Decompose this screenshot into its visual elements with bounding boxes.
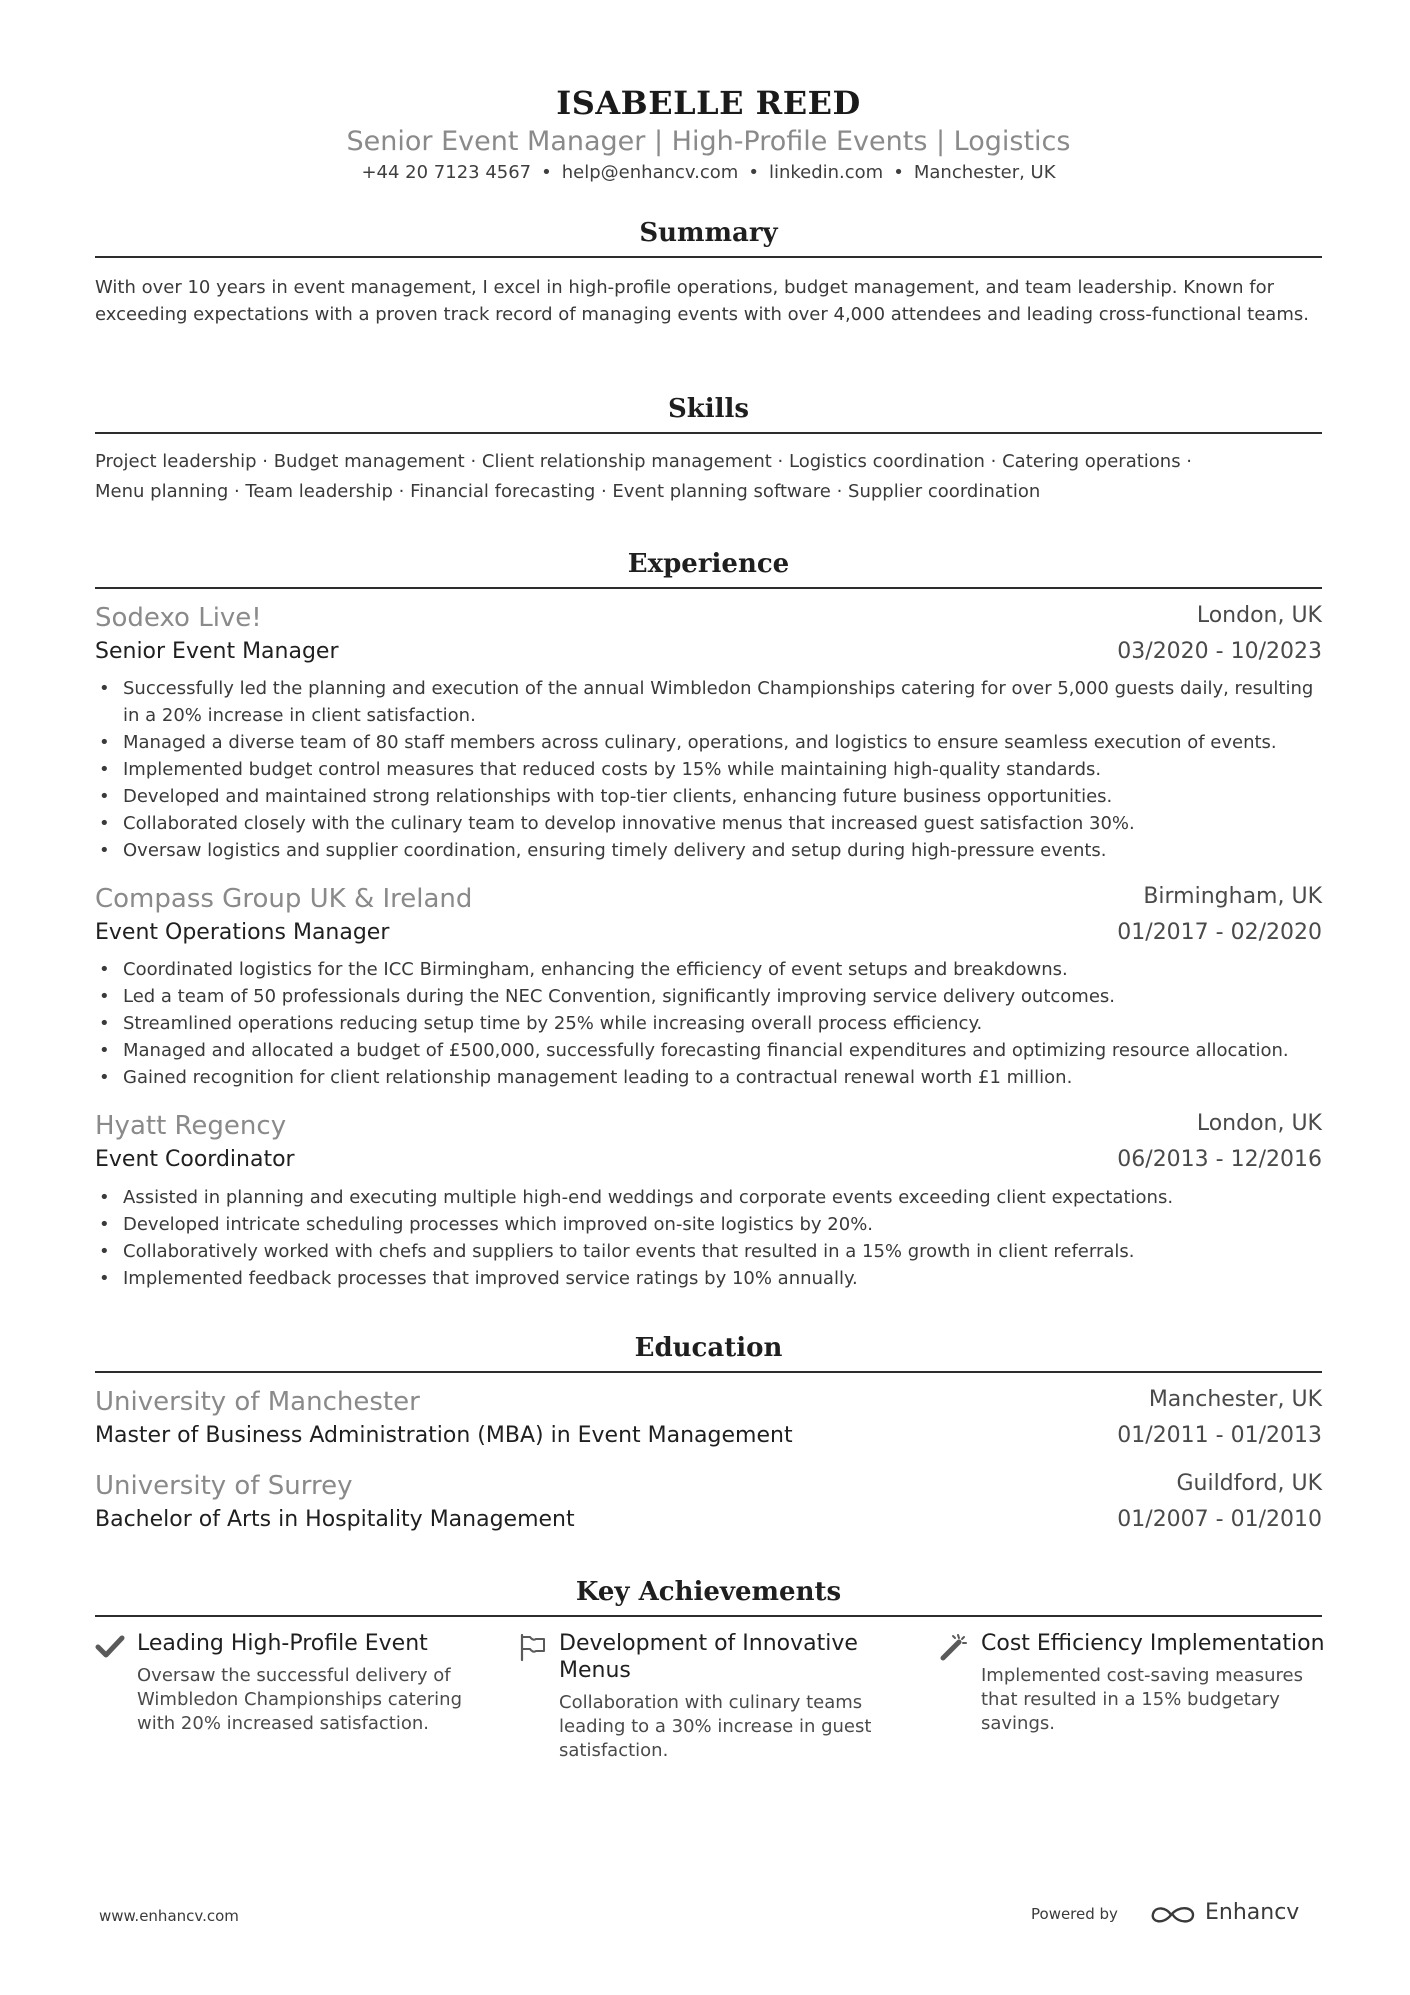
list-item: • Developed intricate scheduling processes which improved on-site logistics by 20%. (95, 1211, 1322, 1238)
section-divider (95, 432, 1322, 434)
job-dates: 06/2013 - 12/2016 (1117, 1147, 1322, 1172)
section-title-education: Education (634, 1333, 783, 1363)
list-item: • Successfully led the planning and execution of the annual Wimbledon Championships catering for over 5,000 guests daily, resulting in a 20% increase in client satisfaction. (95, 675, 1322, 729)
job-company: Compass Group UK & Ireland (95, 884, 473, 914)
list-item: • Gained recognition for client relationship management leading to a contractual renewal worth £1 million. (95, 1064, 1322, 1091)
education-location: Guildford, UK (1176, 1471, 1322, 1496)
contact-phone: +44 20 7123 4567 (361, 162, 532, 183)
section-divider (95, 1371, 1322, 1373)
section-title-experience: Experience (627, 549, 790, 579)
section-divider (95, 256, 1322, 258)
list-item: • Managed a diverse team of 80 staff members across culinary, operations, and logistics to ensure seamless execution of events. (95, 729, 1322, 756)
education-degree: Bachelor of Arts in Hospitality Management (95, 1507, 575, 1532)
job-dates: 01/2017 - 02/2020 (1117, 920, 1322, 945)
skills-line-2: Menu planning · Team leadership · Financial forecasting · Event planning software · Supplier coordination (95, 481, 1041, 502)
footer-website-link[interactable]: www.enhancv.com (99, 1907, 239, 1925)
job-role: Senior Event Manager (95, 639, 339, 664)
contact-email[interactable]: help@enhancv.com (561, 162, 739, 183)
achievement-title: Cost Efficiency Implementation (981, 1631, 1325, 1656)
job-bullets (95, 1184, 1322, 1292)
list-item: • Led a team of 50 professionals during the NEC Convention, significantly improving service delivery outcomes. (95, 983, 1322, 1010)
job-role: Event Coordinator (95, 1147, 295, 1172)
job-bullets (95, 675, 1322, 864)
contact-separator: • (893, 162, 904, 183)
contact-separator: • (748, 162, 759, 183)
section-title-achievements: Key Achievements (575, 1577, 842, 1607)
magic-wand-icon (939, 1632, 969, 1662)
job-location: London, UK (1196, 1111, 1322, 1136)
achievement-description: Implemented cost-saving measures that resulted in a 15% budgetary savings. (981, 1665, 1303, 1734)
contact-linkedin[interactable]: linkedin.com (768, 162, 884, 183)
job-company: Hyatt Regency (95, 1111, 287, 1141)
job-role: Event Operations Manager (95, 920, 390, 945)
list-item: • Collaborated closely with the culinary team to develop innovative menus that increased guest satisfaction 30%. (95, 810, 1322, 837)
candidate-name: ISABELLE REED (556, 84, 861, 122)
achievement-description: Oversaw the successful delivery of Wimbledon Championships catering with 20% increased satisfaction. (137, 1665, 463, 1734)
job-company: Sodexo Live! (95, 603, 262, 633)
job-location: Birmingham, UK (1143, 884, 1322, 909)
enhancv-brand-name[interactable]: Enhancv (1205, 1900, 1300, 1925)
summary-text: With over 10 years in event management, I excel in high-profile operations, budget management, and team leadership. Known for exceeding expectations with a proven track record of managing events with over 4,000 attendees and leading cross-functional teams. (95, 277, 1309, 325)
flag-icon (517, 1632, 547, 1662)
education-dates: 01/2011 - 01/2013 (1117, 1423, 1322, 1448)
achievement-title: Development of Innovative Menus (559, 1631, 858, 1683)
enhancv-logo-icon (1149, 1902, 1197, 1928)
list-item: • Developed and maintained strong relationships with top-tier clients, enhancing future business opportunities. (95, 783, 1322, 810)
contact-separator: • (541, 162, 552, 183)
list-item: • Streamlined operations reducing setup time by 25% while increasing overall process efficiency. (95, 1010, 1322, 1037)
list-item: • Oversaw logistics and supplier coordination, ensuring timely delivery and setup during high-pressure events. (95, 837, 1322, 864)
job-location: London, UK (1196, 603, 1322, 628)
education-school: University of Surrey (95, 1471, 353, 1501)
section-title-skills: Skills (667, 394, 750, 424)
candidate-headline: Senior Event Manager | High-Profile Events | Logistics (346, 126, 1071, 157)
list-item: • Implemented feedback processes that improved service ratings by 10% annually. (95, 1265, 1322, 1292)
job-bullets (95, 956, 1322, 1091)
job-dates: 03/2020 - 10/2023 (1117, 639, 1322, 664)
contact-line (95, 162, 1322, 183)
skills-line-1: Project leadership · Budget management · Client relationship management · Logistics coordination · Catering operations · (95, 451, 1193, 472)
list-item: • Collaboratively worked with chefs and suppliers to tailor events that resulted in a 15% growth in client referrals. (95, 1238, 1322, 1265)
education-degree: Master of Business Administration (MBA) in Event Management (95, 1423, 793, 1448)
list-item: • Coordinated logistics for the ICC Birmingham, enhancing the efficiency of event setups and breakdowns. (95, 956, 1322, 983)
list-item: • Implemented budget control measures that reduced costs by 15% while maintaining high-quality standards. (95, 756, 1322, 783)
achievement-title: Leading High-Profile Event (137, 1631, 428, 1656)
list-item: • Assisted in planning and executing multiple high-end weddings and corporate events exceeding client expectations. (95, 1184, 1322, 1211)
powered-by-label: Powered by (1031, 1905, 1118, 1923)
achievement-description: Collaboration with culinary teams leading to a 30% increase in guest satisfaction. (559, 1692, 872, 1761)
section-divider (95, 1615, 1322, 1617)
section-divider (95, 587, 1322, 589)
education-location: Manchester, UK (1148, 1387, 1322, 1412)
section-title-summary: Summary (639, 218, 778, 248)
checkmark-icon (95, 1632, 125, 1662)
contact-location: Manchester, UK (913, 162, 1056, 183)
education-school: University of Manchester (95, 1387, 420, 1417)
education-dates: 01/2007 - 01/2010 (1117, 1507, 1322, 1532)
list-item: • Managed and allocated a budget of £500,000, successfully forecasting financial expenditures and optimizing resource allocation. (95, 1037, 1322, 1064)
